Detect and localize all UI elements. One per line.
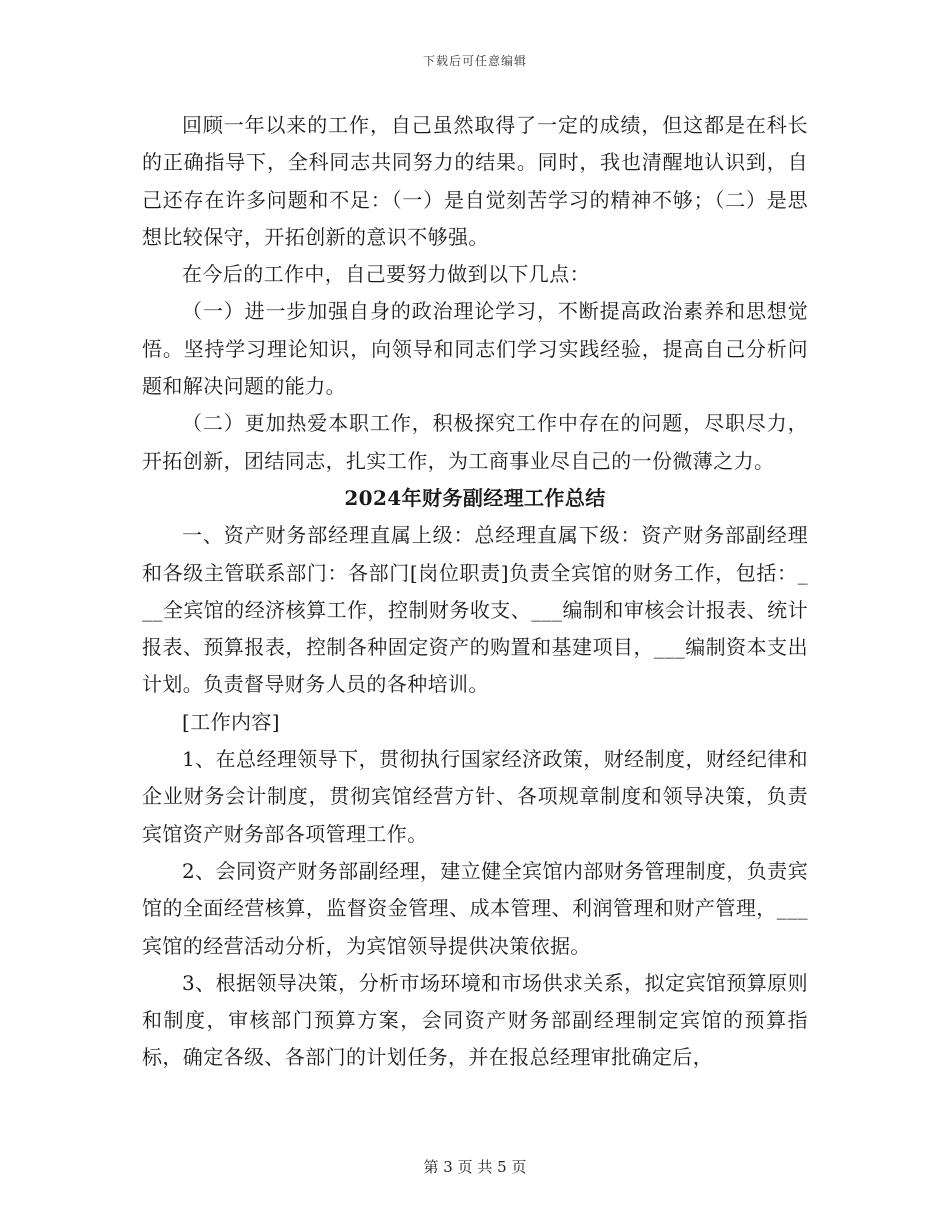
page-header-note: 下载后可任意编辑 bbox=[422, 54, 527, 68]
paragraph-point-2: （二）更加热爱本职工作，积极探究工作中存在的问题，尽职尽力，开拓创新，团结同志，扎实工作，为工商事业尽自己的一份微薄之力。 bbox=[142, 411, 808, 473]
paragraph-work-content-heading: [工作内容] bbox=[182, 709, 281, 734]
paragraph-review: 回顾一年以来的工作，自己虽然取得了一定的成绩，但这都是在科长的正确指导下，全科同志共同努力的结果。同时，我也清醒地认识到，自己还存在许多问题和不足：（一）是自觉刻苦学习的精神不够；（二）是思想比较保守，开拓创新的意识不够强。 bbox=[142, 113, 808, 249]
page-number: 第 3 页 共 5 页 bbox=[423, 1158, 527, 1176]
document-body bbox=[142, 107, 808, 1077]
paragraph-duty-3: 3、根据领导决策，分析市场环境和市场供求关系，拟定宾馆预算原则和制度，审核部门预算方案，会同资产财务部副经理制定宾馆的预算指标，确定各级、各部门的计划任务，并在报总经理审批确定后， bbox=[142, 970, 808, 1070]
paragraph-duty-2: 2、会同资产财务部副经理，建立健全宾馆内部财务管理制度，负责宾馆的全面经营核算，监督资金管理、成本管理、利润管理和财产管理，___宾馆的经营活动分析，为宾馆领导提供决策依据。 bbox=[142, 858, 808, 958]
section-title: 2024年财务副经理工作总结 bbox=[344, 485, 606, 510]
paragraph-position-overview: 一、资产财务部经理直属上级：总经理直属下级：资产财务部副经理和各级主管联系部门：各部门[岗位职责]负责全宾馆的财务工作，包括：___全宾馆的经济核算工作，控制财务收支、___编制和审核会计报表、统计报表、预算报表，控制各种固定资产的购置和基建项目，___编制资本支出计划。负责督导财务人员的各种培训。 bbox=[142, 523, 808, 697]
paragraph-future-intro: 在今后的工作中，自己要努力做到以下几点： bbox=[182, 262, 590, 287]
paragraph-duty-1: 1、在总经理领导下，贯彻执行国家经济政策，财经制度，财经纪律和企业财务会计制度，贯彻宾馆经营方针、各项规章制度和领导决策，负责宾馆资产财务部各项管理工作。 bbox=[142, 747, 808, 846]
paragraph-point-1: （一）进一步加强自身的政治理论学习，不断提高政治素养和思想觉悟。坚持学习理论知识，向领导和同志们学习实践经验，提高自己分析问题和解决问题的能力。 bbox=[142, 299, 808, 399]
